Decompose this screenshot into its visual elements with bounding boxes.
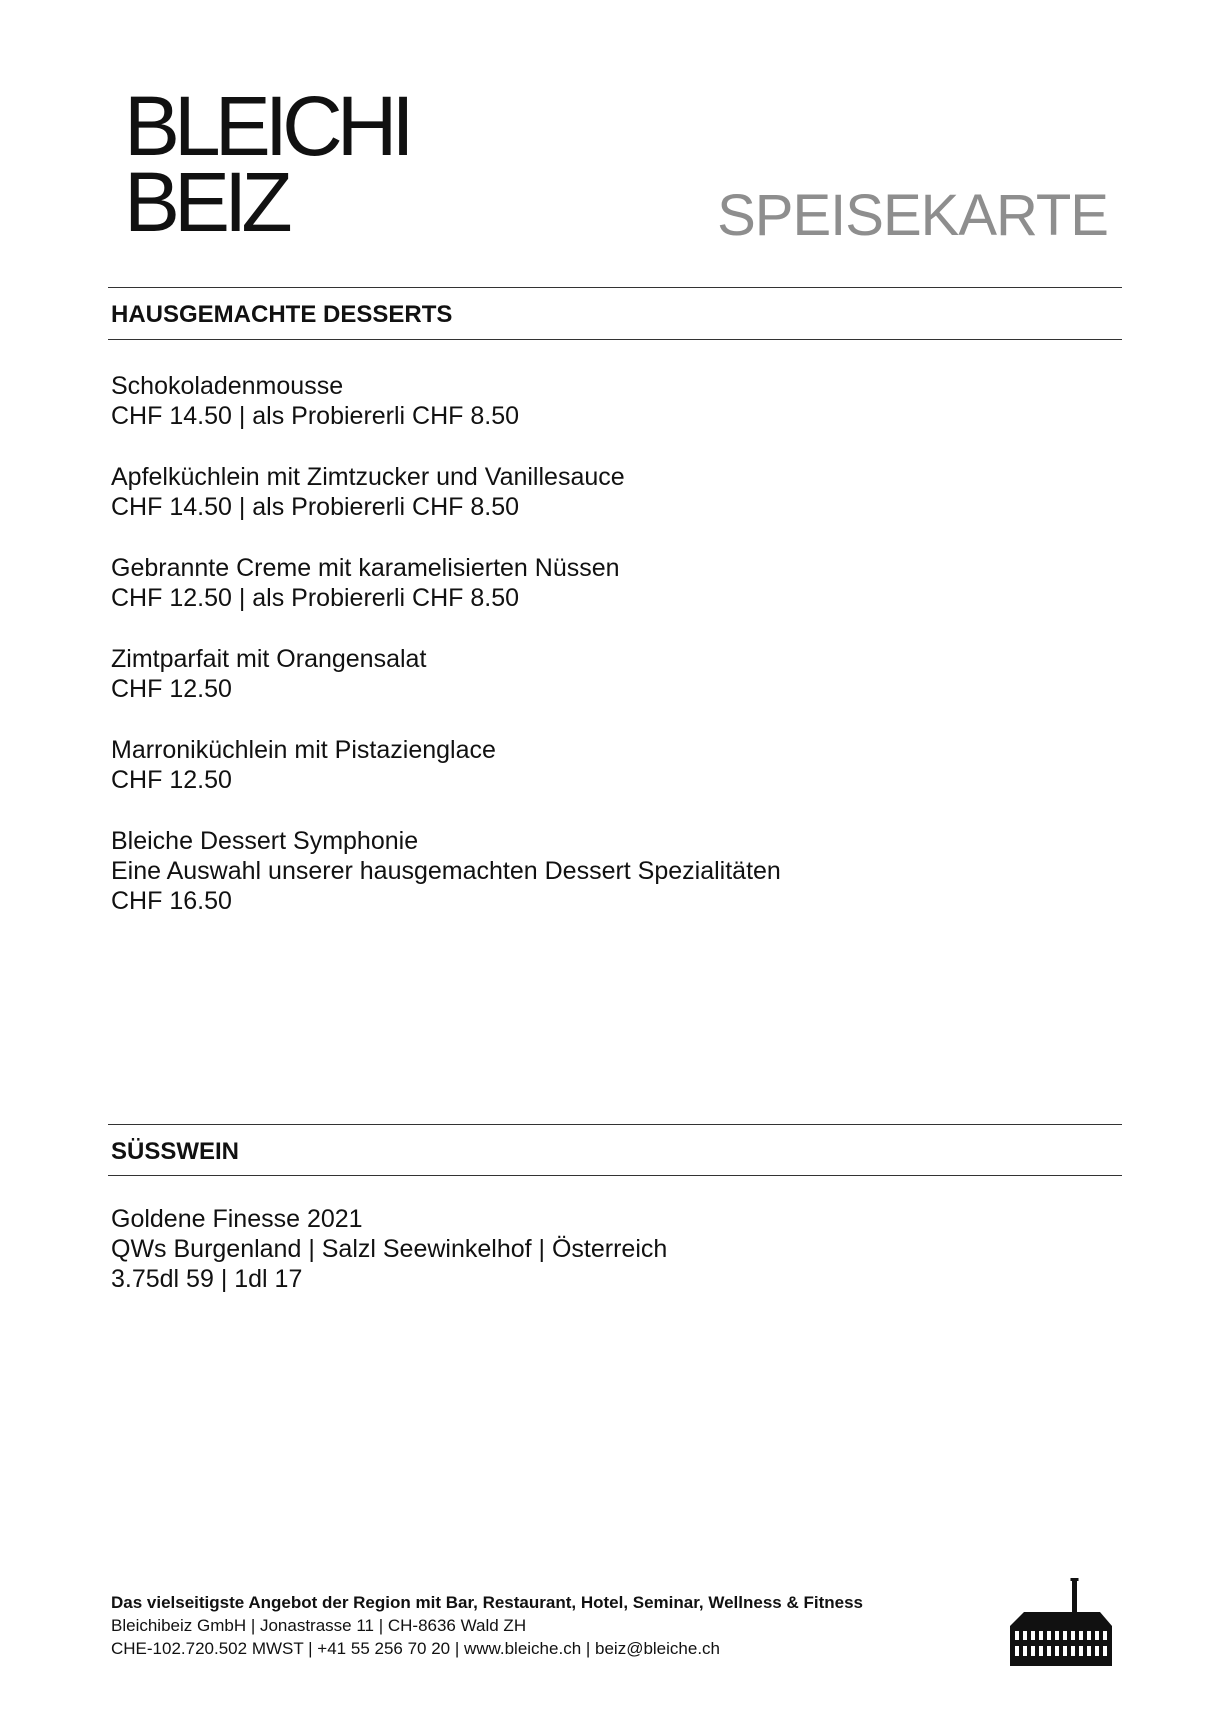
- item-price: CHF 16.50: [111, 887, 232, 915]
- item-price: CHF 12.50 | als Probiererli CHF 8.50: [111, 584, 520, 612]
- footer-address: Bleichibeiz GmbH | Jonastrasse 11 | CH-8636 Wald ZH: [111, 1616, 527, 1635]
- section-title-suesswein: SÜSSWEIN: [111, 1138, 240, 1165]
- item-name: Marroniküchlein mit Pistazienglace: [111, 736, 496, 764]
- item-price: CHF 12.50: [111, 675, 232, 703]
- list-item: [111, 553, 781, 613]
- divider: [108, 339, 1122, 340]
- item-name: Bleiche Dessert Symphonie: [111, 827, 419, 855]
- list-item: [111, 735, 781, 795]
- list-item: [111, 462, 781, 522]
- item-name: Goldene Finesse 2021: [111, 1205, 363, 1233]
- logo-line-2: BEIZ: [124, 155, 287, 249]
- wine-list: [111, 1204, 667, 1325]
- logo-line-1: BLEICHI: [124, 79, 409, 173]
- item-name: Zimtparfait mit Orangensalat: [111, 645, 427, 673]
- divider: [108, 1124, 1122, 1125]
- divider: [108, 287, 1122, 288]
- section-title-desserts: HAUSGEMACHTE DESSERTS: [111, 301, 453, 328]
- item-name: Apfelküchlein mit Zimtzucker und Vanillesauce: [111, 463, 625, 491]
- item-price: CHF 12.50: [111, 766, 232, 794]
- logo: [124, 79, 409, 249]
- divider: [108, 1175, 1122, 1176]
- footer-tagline: Das vielseitigste Angebot der Region mit Bar, Restaurant, Hotel, Seminar, Wellness & Fitness: [111, 1593, 863, 1612]
- list-item: [111, 826, 781, 916]
- item-name: Schokoladenmousse: [111, 372, 344, 400]
- factory-building-icon: [1004, 1578, 1114, 1668]
- item-price: 3.75dl 59 | 1dl 17: [111, 1265, 303, 1293]
- item-name: Gebrannte Creme mit karamelisierten Nüssen: [111, 554, 620, 582]
- list-item: [111, 644, 781, 704]
- dessert-list: [111, 371, 781, 947]
- item-price: CHF 14.50 | als Probiererli CHF 8.50: [111, 493, 520, 521]
- footer-contact: CHE-102.720.502 MWST | +41 55 256 70 20 | www.bleiche.ch | beiz@bleiche.ch: [111, 1639, 721, 1658]
- item-price: CHF 14.50 | als Probiererli CHF 8.50: [111, 402, 520, 430]
- item-description: QWs Burgenland | Salzl Seewinkelhof | Österreich: [111, 1235, 668, 1263]
- item-description: Eine Auswahl unserer hausgemachten Dessert Spezialitäten: [111, 857, 781, 885]
- footer: [111, 1591, 863, 1660]
- list-item: [111, 371, 781, 431]
- page-title: SPEISEKARTE: [717, 183, 1108, 248]
- list-item: [111, 1204, 667, 1294]
